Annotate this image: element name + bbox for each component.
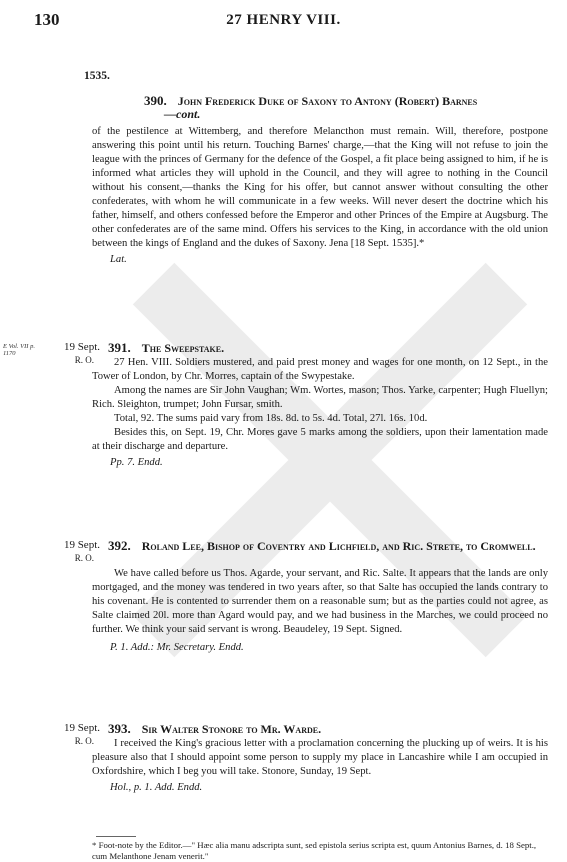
entry-393-heading — [108, 722, 548, 736]
entry-meta: Lat. — [110, 254, 127, 265]
entry-number: 393. — [108, 721, 131, 736]
entry-392-heading — [108, 539, 548, 553]
entry-source: R. O. — [74, 736, 94, 746]
entry-meta: P. 1. Add.: Mr. Secretary. Endd. — [110, 642, 244, 653]
entry-391-heading — [108, 341, 548, 355]
entry-date: 19 Sept. — [63, 722, 100, 734]
entry-392-body — [92, 567, 548, 655]
entry-390-heading — [144, 94, 548, 121]
entry-source: R. O. — [74, 553, 94, 563]
page-number: 130 — [34, 10, 60, 29]
footnote-rule — [96, 836, 136, 837]
entry-text: of the pestilence at Wittemberg, and therefore Melancthon must remain. Will, therefore, postpone answering this point until his return. Touching Barnes' charge,—that the King will not refuse to join the league with the princes of Germany for the defence of the Gospel, a fit place being assigned to him, if he is informed what articles they will uphold in the Council, and they will agree to nothing in the Council without his consent,—thanks the King for his offer, but cannot answer without consulting the other confederates, with whom he will communicate in a few weeks. Will never desert the doctrine which his father, himself, and others confessed before the Emperor and other Princes of the Empire at Augsburg. The other confederates are of the same mind. Offers his services to the King, in accordance with the old union between the kings of England and the dukes of Saxony. Jena [18 Sept. 1535].* — [92, 126, 548, 249]
entry-393-body — [92, 737, 548, 795]
entry-392-date — [46, 539, 100, 565]
entry-391-body — [92, 356, 548, 470]
entry-date: 19 Sept. — [63, 539, 100, 551]
side-note: E Vol. VII p. 1170 — [3, 343, 35, 357]
entry-paragraph: Total, 92. The sums paid vary from 18s. 8d. to 5s. 4d. Total, 27l. 16s. 10d. — [114, 413, 428, 424]
entry-390-body — [92, 125, 548, 267]
entry-title: Roland Lee, Bishop of Coventry and Lichfield, and Ric. Strete, to Cromwell. — [141, 539, 536, 553]
entry-title: The Sweepstake. — [141, 341, 225, 355]
footnote: * Foot-note by the Editor.—" Hæc alia manu adscripta sunt, sed epistola serius scripta est, quum Antonius Barnes, d. 18 Sept., cum Melanthone Jenam venerit." — [92, 840, 537, 861]
entry-title: John Frederick Duke of Saxony to Antony (Robert) Barnes — [177, 94, 478, 108]
entry-source: R. O. — [74, 355, 94, 365]
year-margin: 1535. — [84, 70, 110, 82]
entry-date: 19 Sept. — [63, 341, 100, 353]
entry-text: We have called before us Thos. Agarde, your servant, and Ric. Salte. It appears that the lands are only mortgaged, and the money was tendered in two years after, so that Salte has occupied the lands contrary to his covenant. He is contented to surrender them on a reasonable sum; but as the parties could not agree, as Salte claimed 20l. more than Agard would pay, and we had business in the Marches, we could proceed no further. We think your said servant is wrong. Beaudeley, 19 Sept. Signed. — [92, 568, 548, 635]
entry-meta: Pp. 7. Endd. — [110, 457, 163, 468]
entry-number: 390. — [144, 93, 167, 108]
entry-meta: Hol., p. 1. Add. Endd. — [110, 782, 203, 793]
running-title: 27 HENRY VIII. — [226, 12, 341, 28]
entry-paragraph: 27 Hen. VIII. Soldiers mustered, and paid prest money and wages for one month, on 12 Sept., in the Tower of London, by Chr. Morres, captain of the Swypestake. — [92, 357, 548, 382]
entry-title: Sir Walter Stonore to Mr. Warde. — [141, 722, 322, 736]
entry-number: 391. — [108, 340, 131, 355]
entry-paragraph: Among the names are Sir John Vaughan; Wm. Wortes, mason; Thos. Yarke, carpenter; Hugh Fluellyn; Rich. Sleighton, trumpet; John Fursar, smith. — [92, 385, 548, 410]
entry-text: I received the King's gracious letter with a proclamation concerning the plucking up of weirs. It is his pleasure also that I should appoint some person to supply my place in Lancashire while I am occupied in Oxfordshire, which I beg you will take. Stonore, Sunday, 19 Sept. — [92, 738, 548, 777]
entry-number: 392. — [108, 538, 131, 553]
entry-paragraph: Besides this, on Sept. 19, Chr. Mores gave 5 marks among the soldiers, upon their lamentation made at their discharge and departure. — [92, 427, 548, 452]
entry-title-cont: —cont. — [164, 107, 201, 121]
